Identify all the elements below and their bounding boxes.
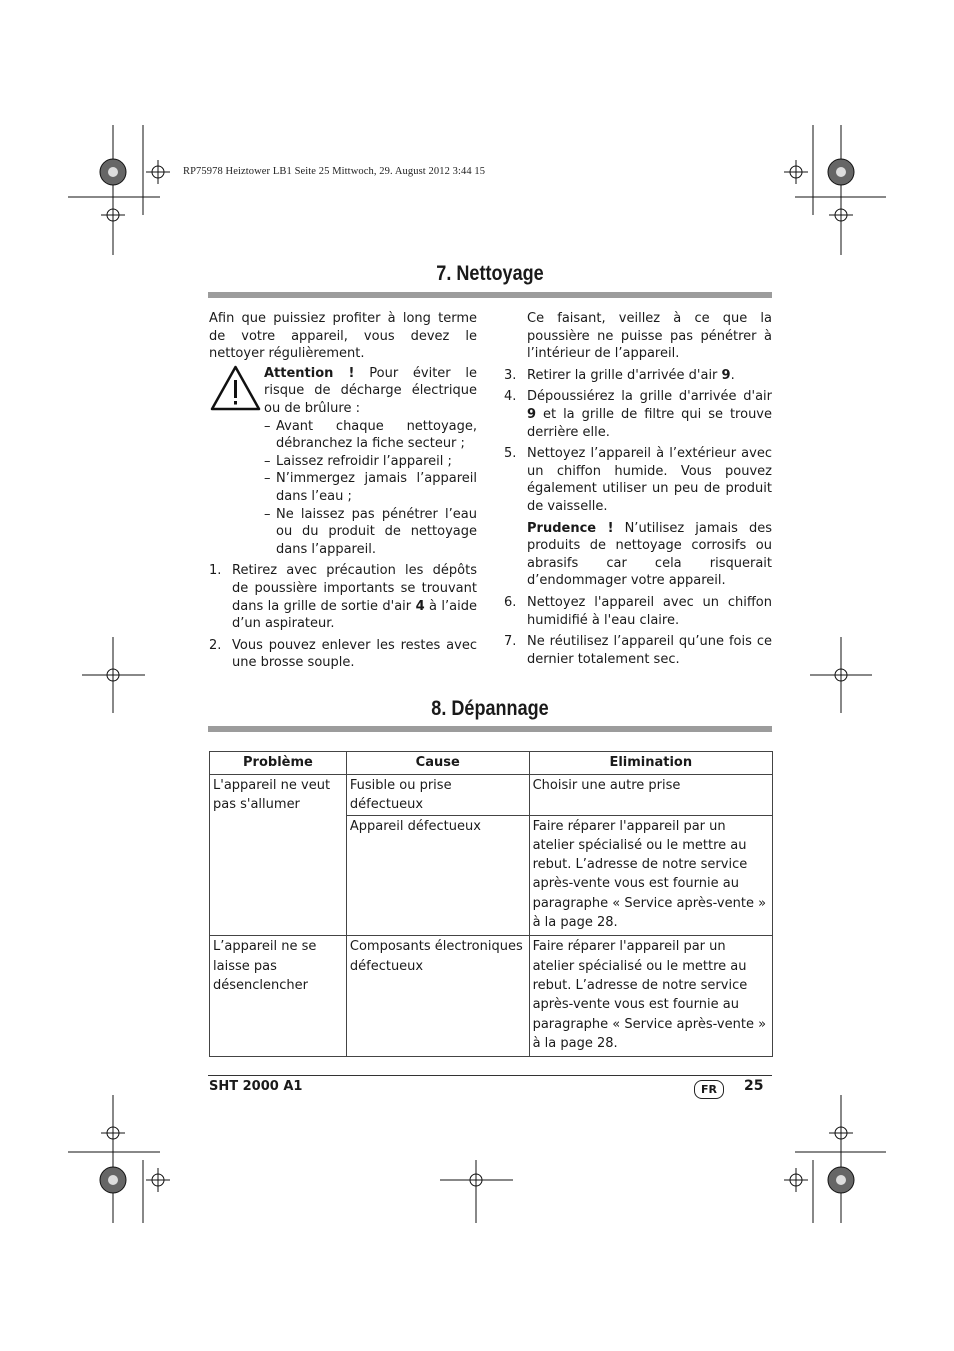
step-3: 3. Retirer la grille d'arrivée d'air 9. [504, 367, 735, 383]
right-column [504, 310, 772, 668]
dash-item: – Ne laissez pas pénétrer l’eau ou du produit de nettoyage dans l’appareil. [264, 506, 477, 557]
dash-item: – N’immergez jamais l’appareil dans l’eau ; [264, 471, 477, 504]
step-6: 6. Nettoyez l'appareil avec un chiffon humidifié à l'eau claire. [504, 594, 772, 628]
header-cause: Cause [346, 752, 529, 775]
step-1: 1. Retirez avec précaution les dépôts de poussière importants se trouvant dans la grille de sortie d'air 4 à l’aide d’un aspirateur. [209, 563, 477, 632]
attention-label: Attention ! [264, 365, 355, 381]
step-2: 2. Vous pouvez enlever les restes avec une brosse souple. [209, 637, 477, 671]
table-header-row [210, 752, 773, 775]
section-title-nettoyage: 7. Nettoyage [436, 262, 544, 285]
dash-item: – Avant chaque nettoyage, débranchez la fiche secteur ; [264, 418, 477, 452]
footer-rule [208, 1075, 772, 1076]
header-probleme: Problème [210, 752, 347, 775]
page-number: 25 [744, 1078, 764, 1094]
fix-cell: Choisir une autre prise [529, 775, 772, 816]
step-4: 4. Dépoussiérez la grille d'arrivée d'air 9 et la grille de filtre qui se trouve derrière elle. [504, 389, 772, 440]
dash-item: – Laissez refroidir l’appareil ; [264, 453, 452, 469]
print-header: RP75978 Heiztower LB1 Seite 25 Mittwoch, 29. August 2012 3:44 15 [183, 166, 486, 177]
troubleshooting-table [209, 751, 773, 1057]
prudence-note: Prudence ! N’utilisez jamais des produits de nettoyage corrosifs ou abrasifs car cela risquerait d’endommager votre appareil. [527, 520, 772, 589]
model-number: SHT 2000 A1 [209, 1079, 303, 1094]
cause-cell: Composants électroniques défectueux [346, 936, 529, 1057]
intro-paragraph: Afin que puissiez profiter à long terme de votre appareil, vous devez le nettoyer régulièrement. [209, 311, 477, 362]
table-row [210, 775, 773, 816]
language-badge: FR [694, 1080, 724, 1099]
step-7: 7. Ne réutilisez l’appareil qu’une fois ce dernier totalement sec. [504, 634, 772, 667]
section-rule [208, 726, 772, 732]
table-row [210, 936, 773, 1057]
problem-cell: L’appareil ne se laisse pas désenclencher [210, 936, 347, 1057]
attention-text: Pour éviter le risque de décharge électrique ou de brûlure : [264, 365, 478, 416]
section-title-depannage: 8. Dépannage [431, 697, 549, 720]
section-rule [208, 292, 772, 298]
fix-cell: Faire réparer l'appareil par un atelier spécialisé ou le mettre au rebut. L’adresse de notre service après-vente vous est fournie au paragraphe « Service après-vente » à la page 28. [529, 815, 772, 936]
attention-block [209, 365, 477, 559]
header-elimination: Elimination [529, 752, 772, 775]
cause-cell: Fusible ou prise défectueux [346, 775, 529, 816]
left-column [209, 310, 477, 672]
step-5: 5. Nettoyez l’appareil à l’extérieur avec un chiffon humide. Vous pouvez également utiliser un peu de produit de vaisselle. [504, 446, 772, 514]
right-intro: Ce faisant, veillez à ce que la poussière ne puisse pas pénétrer à l’intérieur de l’appareil. [527, 311, 772, 362]
warning-triangle-icon [209, 364, 262, 412]
fix-cell: Faire réparer l'appareil par un atelier spécialisé ou le mettre au rebut. L’adresse de notre service après-vente vous est fournie au paragraphe « Service après-vente » à la page 28. [529, 936, 772, 1057]
problem-cell: L'appareil ne veut pas s'allumer [210, 775, 347, 936]
cause-cell: Appareil défectueux [346, 815, 529, 936]
